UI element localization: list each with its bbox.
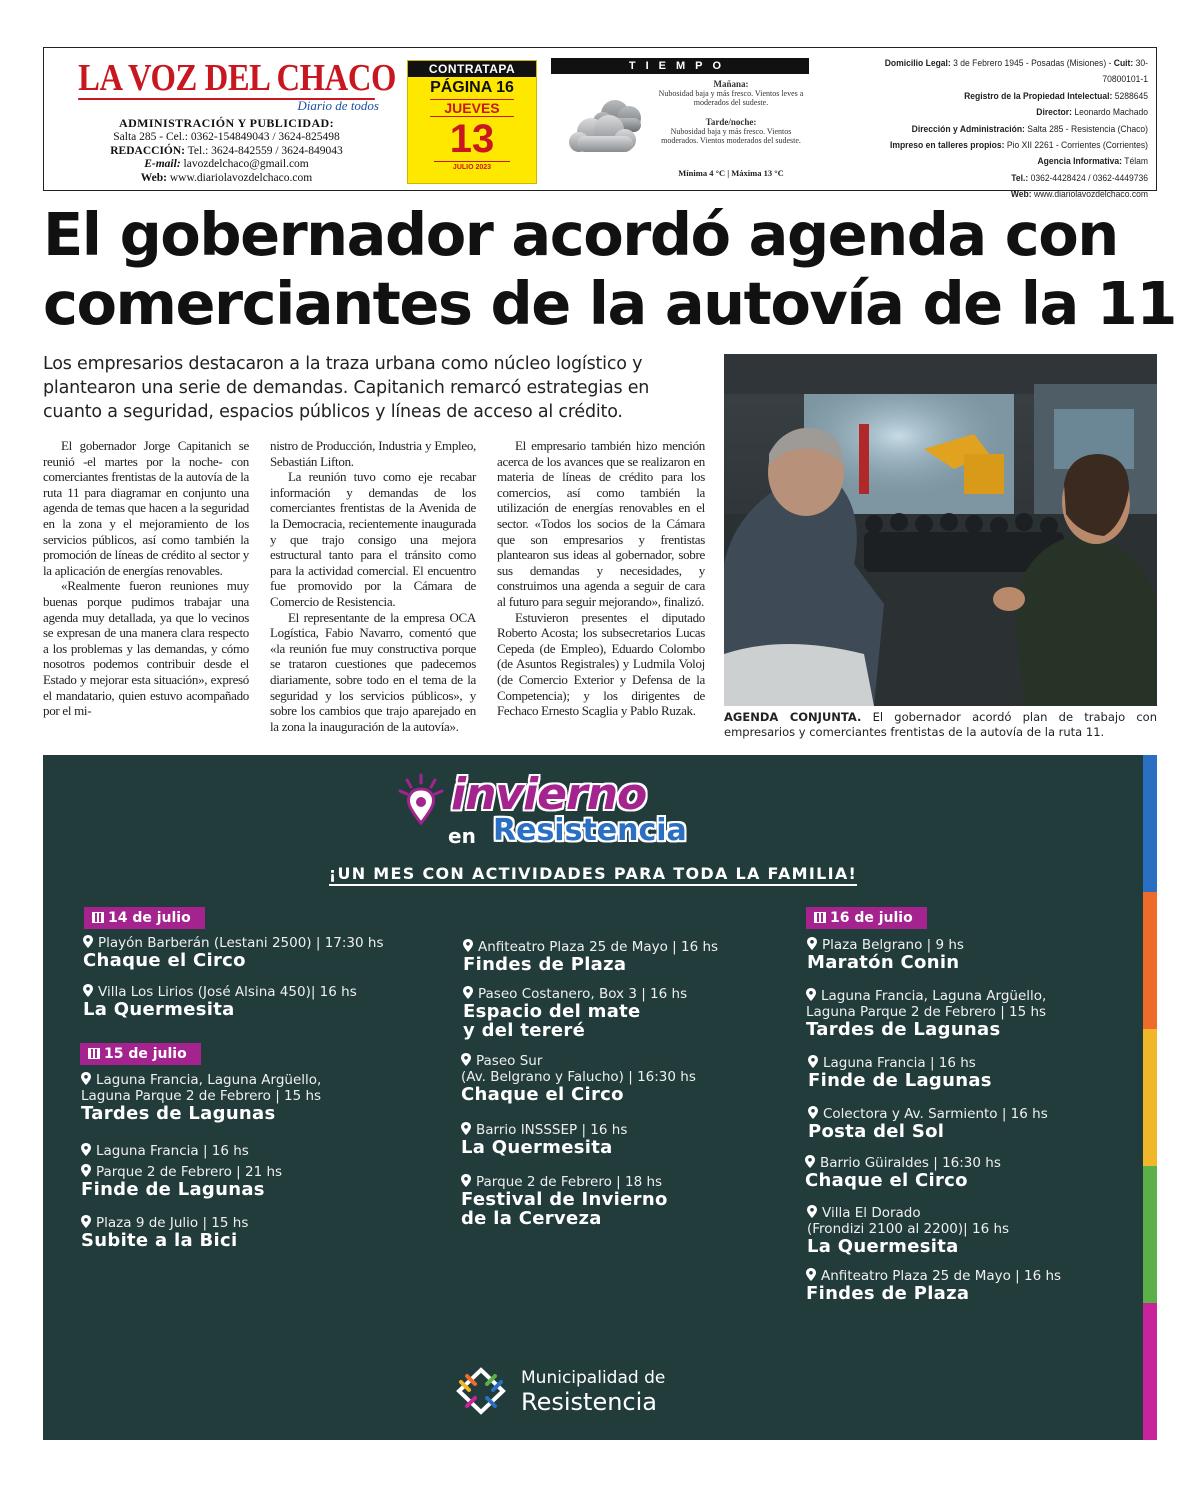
municipality-logo <box>453 1360 753 1420</box>
event-location-text: Paseo Sur <box>476 1053 543 1069</box>
redaccion-label: REDACCIÓN: <box>110 144 185 157</box>
event-location-text: Laguna Francia, Laguna Argüello, <box>96 1072 322 1088</box>
legal-value: Télam <box>1124 156 1148 168</box>
legal-line <box>851 122 1148 138</box>
weather-morning <box>653 80 809 107</box>
advertisement <box>43 755 1157 1440</box>
date-badge-16 <box>806 907 927 929</box>
weather-night <box>653 118 809 145</box>
event-location <box>806 988 1046 1004</box>
edition-box <box>407 60 537 184</box>
event-location-text: Playón Barberán (Lestani 2500) | 17:30 hs <box>98 935 384 951</box>
map-pin-icon <box>83 984 93 997</box>
event-item <box>461 1174 668 1228</box>
legal-line <box>851 171 1148 187</box>
event-location <box>463 939 718 955</box>
web-line <box>54 172 399 186</box>
legal-value: 0362-4428424 / 0362-4449736 <box>1030 172 1148 184</box>
event-location-text: Anfiteatro Plaza 25 de Mayo | 16 hs <box>821 1268 1062 1284</box>
event-item <box>83 935 383 970</box>
event-location-text: Barrio Güiraldes | 16:30 hs <box>820 1155 1001 1171</box>
legal-key: Tel.: <box>1011 172 1029 184</box>
legal-line <box>851 56 1148 89</box>
date-label: 16 de julio <box>830 910 913 926</box>
brand-invierno: invierno <box>451 769 647 820</box>
event-name: Tardes de Lagunas <box>806 1019 1001 1040</box>
event-item <box>83 984 357 1019</box>
event-item <box>81 1072 321 1123</box>
event-item <box>81 1143 282 1199</box>
date-label: 14 de julio <box>108 910 191 926</box>
event-location-text: Plaza 9 de Julio | 15 hs <box>96 1215 249 1231</box>
newspaper-logo-block <box>54 58 399 185</box>
legal-value: Salta 285 - Resistencia (Chaco) <box>1027 123 1148 135</box>
edition-section: CONTRATAPA <box>408 61 536 77</box>
municipality-line-2: Resistencia <box>521 1388 657 1416</box>
color-stripe <box>1143 755 1157 1440</box>
edition-day: 13 <box>449 117 495 161</box>
calendar-icon <box>88 1048 100 1059</box>
event-item <box>807 937 964 972</box>
web-link[interactable]: www.diariolavozdelchaco.com <box>169 171 313 184</box>
legal-value[interactable]: www.diariolavozdelchaco.com <box>1033 189 1148 201</box>
legal-line <box>851 105 1148 121</box>
map-pin-icon <box>81 1143 91 1156</box>
map-pin-icon <box>463 939 473 952</box>
edition-page: PÁGINA 16 <box>430 79 514 96</box>
brand-en: en <box>448 824 476 848</box>
article-lead: Los empresarios destacaron a la traza urbana como núcleo logístico y plantearon una serie de demandas. Capitanich remarcó estrategias en cuanto a seguridad, espacios públicos y líneas de acceso al crédito. <box>43 354 650 422</box>
weather-box <box>551 58 809 184</box>
event-location-text: Villa El Dorado <box>822 1205 921 1221</box>
event-location <box>81 1072 321 1088</box>
location-pin-icon <box>397 773 445 829</box>
redaccion-phone: Tel.: 3624-842559 / 3624-849043 <box>187 144 343 157</box>
event-item <box>808 1106 1048 1141</box>
email-link[interactable]: lavozdelchaco@gmail.com <box>183 158 309 170</box>
edition-month: JULIO 2023 <box>434 161 510 174</box>
event-name: Posta del Sol <box>808 1121 945 1142</box>
event-location <box>461 1174 668 1190</box>
municipality-line-1: Municipalidad de <box>521 1368 666 1388</box>
ad-slogan-text: ¡UN MES CON ACTIVIDADES PARA TODA LA FAMILIA! <box>329 864 857 886</box>
photo-caption <box>724 710 1157 740</box>
event-name: Festival de Invierno <box>461 1189 668 1210</box>
paragraph: nistro de Producción, Industria y Empleo, Sebastián Lifton. <box>270 438 476 469</box>
event-location <box>807 937 964 953</box>
weather-minmax: Mínima 4 °C | Máxima 13 °C <box>678 168 784 178</box>
weather-morning-label: Mañana: <box>713 79 749 89</box>
legal-value: 5288645 <box>1114 90 1148 102</box>
admin-heading: ADMINISTRACIÓN Y PUBLICIDAD: <box>119 116 334 130</box>
event-location <box>83 984 357 1000</box>
event-location <box>808 1106 1048 1122</box>
email-line <box>54 158 399 172</box>
weather-night-text: Nubosidad baja y más fresco. Vientos moderados. Vientos moderados del sudeste. <box>661 127 801 145</box>
caption-label: AGENDA CONJUNTA. <box>724 710 862 724</box>
map-pin-icon <box>806 1268 816 1281</box>
legal-line <box>851 154 1148 170</box>
event-item <box>461 1053 696 1104</box>
event-item <box>461 1122 627 1157</box>
map-pin-icon <box>461 1122 471 1135</box>
legal-key: Dirección y Administración: <box>911 123 1025 135</box>
paragraph: La reunión tuvo como eje recabar información y demandas de los comerciantes frentistas de la Avenida de la Democracia, recientemente inaugurada y que trajo consigo una mejora estructural tanto para el tránsito como para la actividad comercial. El encuentro fue promovido por la Cámara de Comercio de Resistencia. <box>270 469 476 609</box>
event-name: Chaque el Circo <box>461 1084 624 1105</box>
map-pin-icon <box>81 1164 91 1177</box>
legal-line <box>851 138 1148 154</box>
event-item <box>805 1155 1001 1190</box>
article-column-1 <box>43 438 249 719</box>
article-photo <box>724 354 1157 706</box>
calendar-icon <box>92 912 104 923</box>
newspaper-logo[interactable]: LA VOZ DEL CHACO <box>78 57 396 99</box>
legal-value: 3 de Febrero 1945 - Posadas (Misiones) - <box>953 58 1114 69</box>
article-column-3 <box>497 438 705 719</box>
paragraph: El representante de la empresa OCA Logística, Fabio Navarro, comentó que «la reunión fue muy constructiva porque se trataron cuestiones que padecemos diariamente, sobre todo en el tema de la seguridad y los servicios públicos», y sobre los cambios que trajo aparejado en la zona la inauguración de la autovía». <box>270 609 476 734</box>
stripe-segment <box>1143 892 1157 1029</box>
map-pin-icon <box>808 1055 818 1068</box>
event-location-text: Colectora y Av. Sarmiento | 16 hs <box>823 1106 1048 1122</box>
event-item <box>807 1205 1009 1256</box>
event-location-text: Laguna Parque 2 de Febrero | 15 hs <box>81 1088 322 1104</box>
stripe-segment <box>1143 755 1157 892</box>
event-location-text: Laguna Francia | 16 hs <box>823 1055 976 1071</box>
map-pin-icon <box>806 988 816 1001</box>
event-location-text: (Frondizi 2100 al 2200)| 16 hs <box>807 1221 1010 1237</box>
event-location-text: Parque 2 de Febrero | 21 hs <box>96 1164 283 1180</box>
calendar-icon <box>814 912 826 923</box>
event-name: Findes de Plaza <box>806 1283 970 1304</box>
map-pin-icon <box>805 1155 815 1168</box>
headline-line: comerciantes de la autovía de la 11 <box>43 269 1176 338</box>
event-location-text: (Av. Belgrano y Falucho) | 16:30 hs <box>461 1069 696 1085</box>
event-location-text: Laguna Parque 2 de Febrero | 15 hs <box>806 1004 1047 1020</box>
legal-key: Cuit: <box>1113 58 1134 69</box>
event-location-text: Parque 2 de Febrero | 18 hs <box>476 1174 663 1190</box>
event-name: Subite a la Bici <box>81 1230 238 1251</box>
legal-key: Registro de la Propiedad Intelectual: <box>964 90 1113 102</box>
date-badge-14 <box>84 907 205 929</box>
event-item <box>808 1055 992 1090</box>
legal-key: Director: <box>1036 107 1072 119</box>
map-pin-icon <box>83 935 93 948</box>
campaign-logo <box>393 767 733 857</box>
event-location <box>81 1143 282 1159</box>
event-name: Finde de Lagunas <box>808 1070 992 1091</box>
event-item <box>463 986 687 1040</box>
weather-night-label: Tarde/noche: <box>705 117 757 127</box>
event-item <box>463 939 718 974</box>
legal-value: Pio XII 2261 - Corrientes (Corrientes) <box>1006 140 1148 152</box>
event-item <box>806 1268 1061 1303</box>
event-location-text: Paseo Costanero, Box 3 | 16 hs <box>478 986 688 1002</box>
map-pin-icon <box>461 1053 471 1066</box>
event-location <box>463 986 687 1002</box>
legal-value: Leonardo Machado <box>1074 107 1148 119</box>
paragraph: El empresario también hizo mención acerca de los avances que se realizaron en materia de líneas de crédito para los comercios, así como también la utilización de energías renovables en el sector. «Todos los socios de la Cámara que son empresarios y frentistas plantearon sus ideas al gobernador, sobre sus demandas y necesidades, y construimos una agenda a seguir de cara al futuro para seguir mejorando», finalizó. <box>497 438 705 609</box>
event-item <box>81 1215 248 1250</box>
ad-slogan <box>43 864 1143 883</box>
event-name: La Quermesita <box>807 1236 959 1257</box>
paragraph: El gobernador Jorge Capitanich se reunió -el martes por la noche- con comerciantes frentistas de la autovía de la ruta 11 para diagramar en conjunto una agenda de temas que hacen a la seguridad en la zona y el mejoramiento de los servicios públicos, así como también la promoción de líneas de crédito al sector y la aplicación de energías renovables. <box>43 438 249 578</box>
event-name: La Quermesita <box>461 1137 613 1158</box>
event-name: Chaque el Circo <box>805 1170 968 1191</box>
legal-key: Domicilio Legal: <box>884 58 951 69</box>
stripe-segment <box>1143 1029 1157 1166</box>
date-badge-15 <box>80 1043 201 1065</box>
legal-line <box>851 89 1148 105</box>
event-name: Findes de Plaza <box>463 954 627 975</box>
brand-resistencia: Resistencia <box>493 813 687 848</box>
legal-info <box>851 56 1148 204</box>
map-pin-icon <box>461 1174 471 1187</box>
map-pin-icon <box>807 937 817 950</box>
event-location <box>83 935 383 951</box>
event-name: Finde de Lagunas <box>81 1179 265 1200</box>
event-location-text: Villa Los Lirios (José Alsina 450)| 16 hs <box>98 984 357 1000</box>
edition-weekday: JUEVES <box>430 99 514 117</box>
article-headline <box>43 200 1176 338</box>
cloud-icon <box>565 92 649 162</box>
paragraph: «Realmente fueron reuniones muy buenas porque pudimos trabajar una agenda muy detallada, ya que lo vecinos se expresan de una manera clara respecto a los problemas y las demandas, y cómo nosotros podemos contribuir desde el Estado y mejorar esta situación», expresó el mandatario, quien estuvo acompañado por el mi- <box>43 578 249 719</box>
event-item <box>806 988 1046 1039</box>
event-name: La Quermesita <box>83 999 235 1020</box>
event-name: Chaque el Circo <box>83 950 246 971</box>
event-name: Maratón Conin <box>807 952 960 973</box>
event-location <box>81 1164 282 1180</box>
event-location <box>461 1053 696 1069</box>
legal-key: Web: <box>1010 189 1032 201</box>
weather-morning-text: Nubosidad baja y más fresco. Vientos leves a moderados del sudeste. <box>658 89 804 107</box>
headline-line: El gobernador acordó agenda con <box>43 200 1118 269</box>
event-location <box>806 1268 1061 1284</box>
event-location-text: Plaza Belgrano | 9 hs <box>822 937 964 953</box>
map-pin-icon <box>81 1072 91 1085</box>
event-name: Tardes de Lagunas <box>81 1103 276 1124</box>
paragraph: Estuvieron presentes el diputado Roberto Acosta; los subsecretarios Lucas Cepeda (de Empleo), Eduardo Colombo (de Asuntos Registrales) y Ludmila Voloj (de Comercio Exterior y Defensa de la Competencia); y los dirigentes de Fechaco Ernesto Scaglia y Pablo Ruzak. <box>497 609 705 719</box>
legal-key: Impreso en talleres propios: <box>889 140 1005 152</box>
newspaper-tagline: Diario de todos <box>297 98 379 113</box>
event-location <box>461 1122 627 1138</box>
map-pin-icon <box>81 1215 91 1228</box>
event-location-text: Barrio INSSSEP | 16 hs <box>476 1122 628 1138</box>
event-name: de la Cerveza <box>461 1208 602 1229</box>
web-label: Web: <box>140 171 167 184</box>
municipality-emblem-icon <box>453 1366 509 1416</box>
date-label: 15 de julio <box>104 1046 187 1062</box>
caption-text: El gobernador acordó plan de trabajo con empresarios y comerciantes frentistas de la autovía de la ruta 11. <box>724 710 1158 739</box>
event-location <box>805 1155 1001 1171</box>
event-name: y del tereré <box>463 1020 586 1041</box>
legal-key: Agencia Informativa: <box>1037 156 1123 168</box>
event-location-text: Anfiteatro Plaza 25 de Mayo | 16 hs <box>478 939 719 955</box>
event-location <box>807 1205 1009 1221</box>
weather-title: TIEMPO <box>551 58 809 74</box>
stripe-segment <box>1143 1166 1157 1303</box>
legal-value: 30-70800101-1 <box>1102 58 1148 86</box>
article-column-2 <box>270 438 476 734</box>
masthead <box>43 47 1157 201</box>
redaccion-line <box>54 145 399 159</box>
email-label: E-mail: <box>144 158 181 170</box>
admin-phone: Salta 285 - Cel.: 0362-154849043 / 3624-825498 <box>113 131 340 143</box>
event-name: Espacio del mate <box>463 1001 641 1022</box>
map-pin-icon <box>463 986 473 999</box>
event-location-text: Laguna Francia | 16 hs <box>96 1143 249 1159</box>
event-location <box>808 1055 992 1071</box>
stripe-segment <box>1143 1303 1157 1440</box>
event-location <box>81 1215 248 1231</box>
map-pin-icon <box>807 1205 817 1218</box>
map-pin-icon <box>808 1106 818 1119</box>
event-location-text: Laguna Francia, Laguna Argüello, <box>821 988 1047 1004</box>
